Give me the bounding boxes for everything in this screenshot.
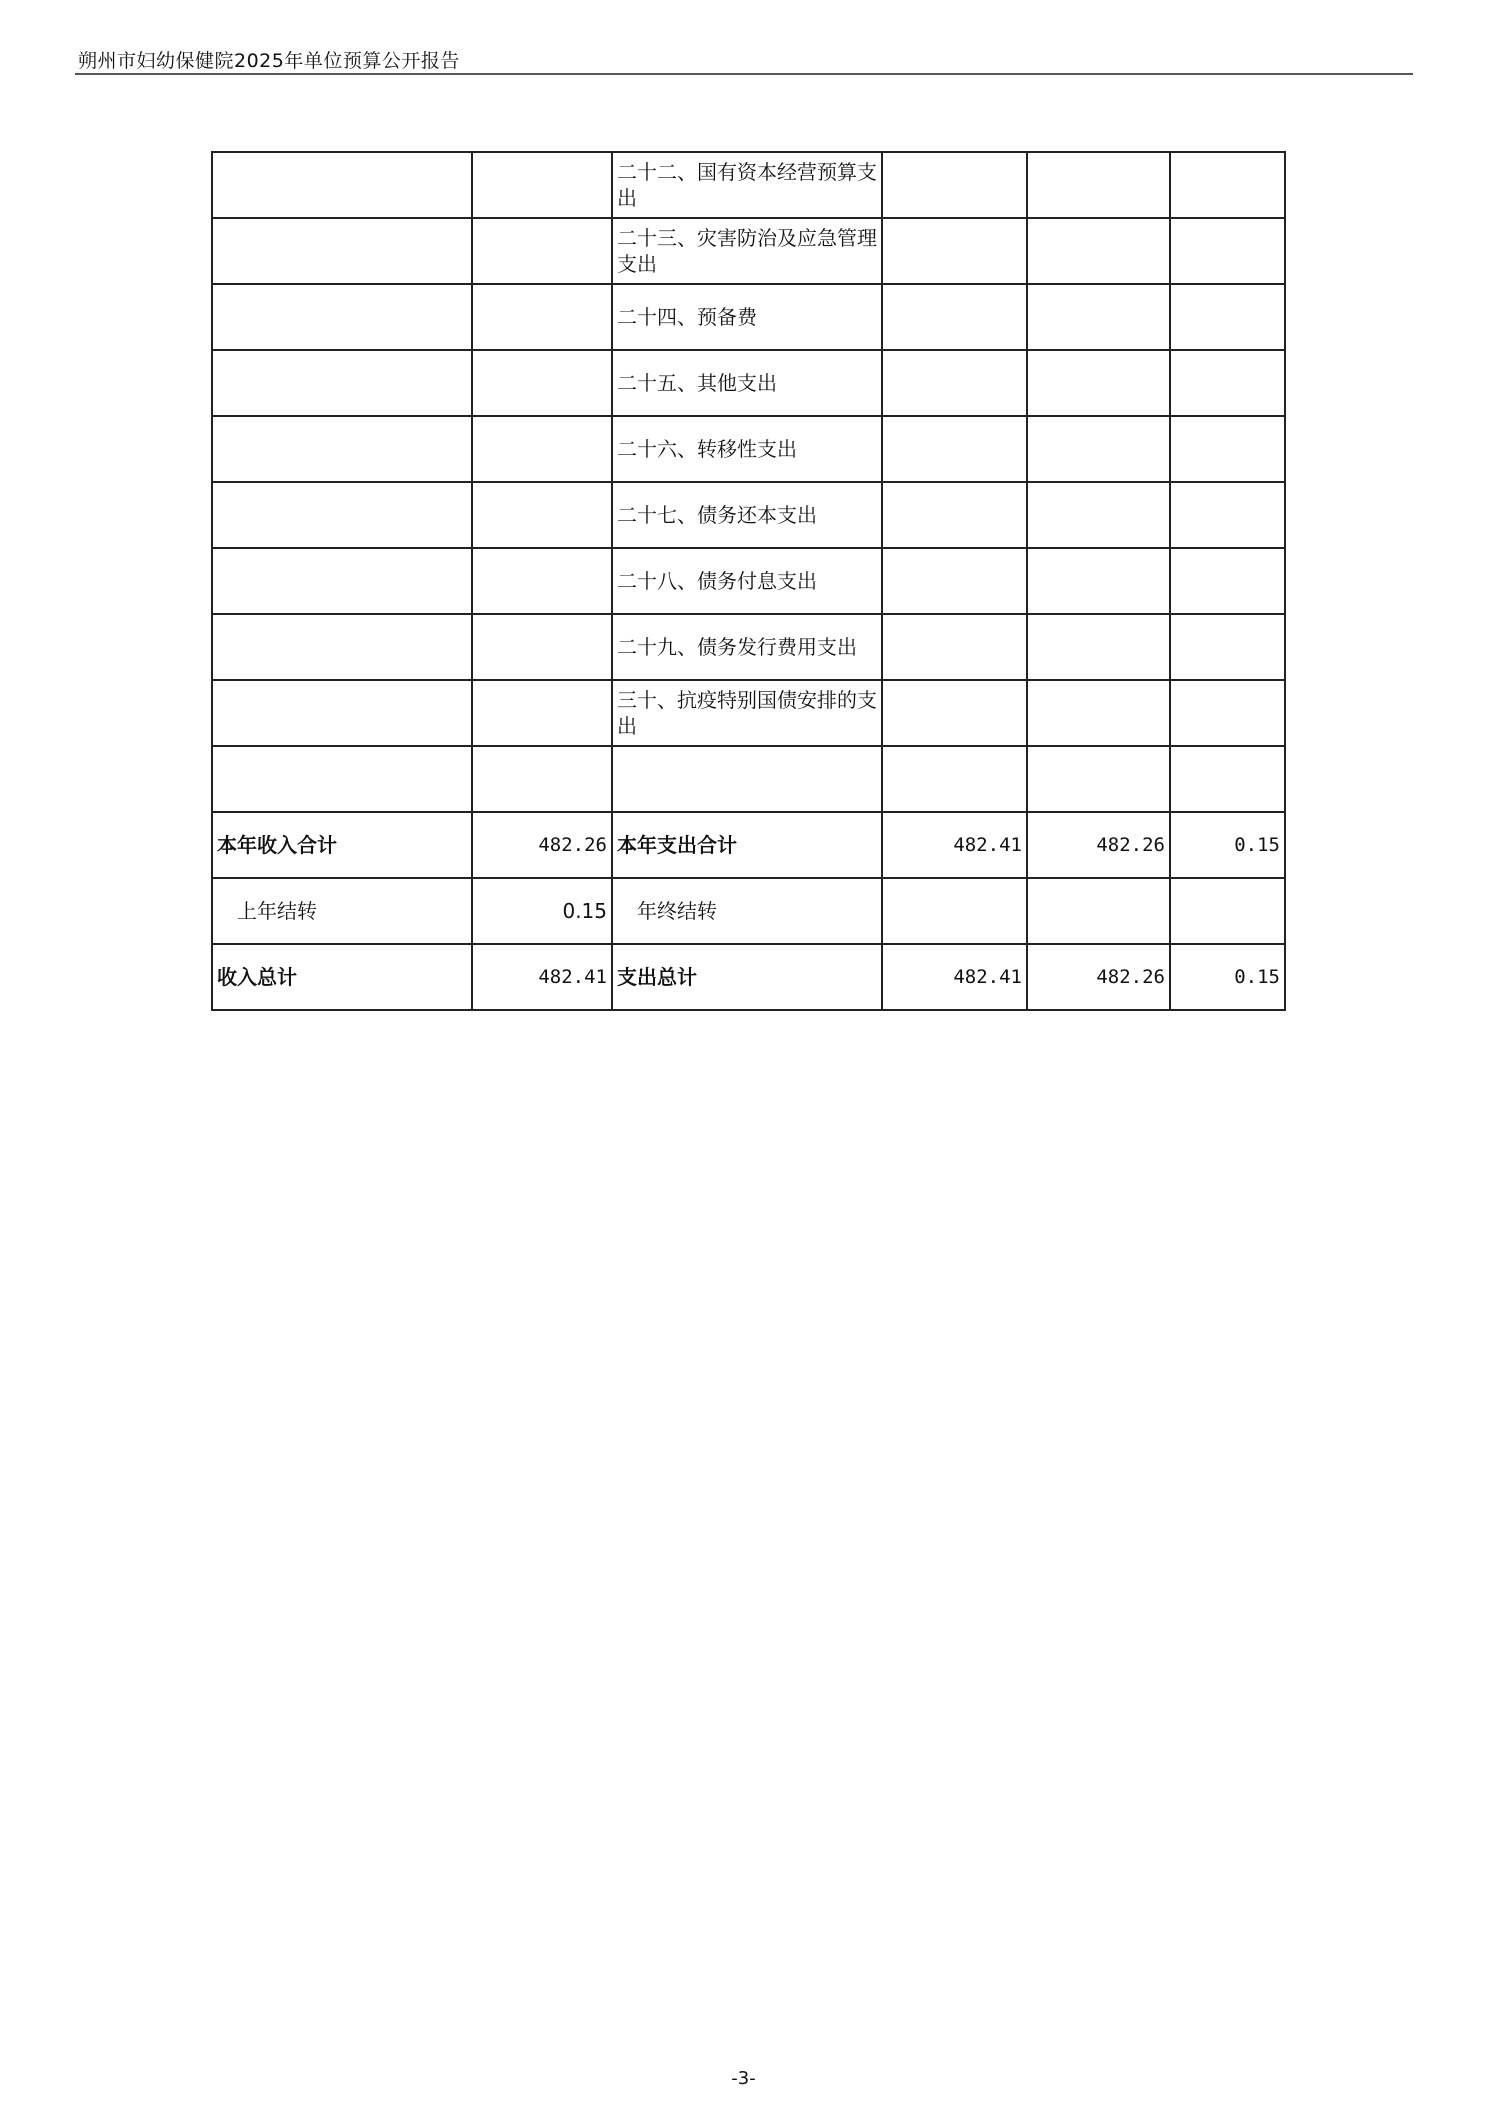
expense-basic-cell [1027,284,1170,350]
page-number: -3- [731,2068,756,2089]
grand-total-income-amount: 482.41 [472,944,612,1010]
expense-project-cell [1170,284,1285,350]
table-row [212,680,1285,746]
income-amount-cell [472,746,612,812]
grand-total-expense-project: 0.15 [1170,944,1285,1010]
expense-total-cell [882,416,1027,482]
carryover-expense-label: 年终结转 [612,878,882,944]
expense-basic-cell [1027,746,1170,812]
carryover-expense-project [1170,878,1285,944]
current-year-expense-total: 482.41 [882,812,1027,878]
table-row [212,548,1285,614]
current-year-income-label: 本年收入合计 [212,812,472,878]
expense-item-cell: 二十七、债务还本支出 [612,482,882,548]
income-item-cell [212,746,472,812]
carryover-expense-basic [1027,878,1170,944]
expense-basic-cell [1027,548,1170,614]
expense-total-cell [882,284,1027,350]
current-year-expense-basic: 482.26 [1027,812,1170,878]
expense-total-cell [882,350,1027,416]
expense-item-cell [612,746,882,812]
carryover-income-amount: 0.15 [472,878,612,944]
expense-item-cell: 二十八、债务付息支出 [612,548,882,614]
income-amount-cell [472,152,612,218]
carryover-income-label: 上年结转 [212,878,472,944]
expense-item-cell: 二十二、国有资本经营预算支出 [612,152,882,218]
grand-total-expense-basic: 482.26 [1027,944,1170,1010]
expense-item-cell: 二十四、预备费 [612,284,882,350]
income-item-cell [212,284,472,350]
income-amount-cell [472,284,612,350]
grand-total-expense-total: 482.41 [882,944,1027,1010]
expense-project-cell [1170,680,1285,746]
table-row [212,614,1285,680]
grand-total-row [212,944,1285,1010]
expense-project-cell [1170,482,1285,548]
income-amount-cell [472,548,612,614]
table-row [212,350,1285,416]
income-amount-cell [472,350,612,416]
expense-total-cell [882,680,1027,746]
expense-project-cell [1170,548,1285,614]
expense-basic-cell [1027,614,1170,680]
expense-item-cell: 二十五、其他支出 [612,350,882,416]
carryover-row [212,878,1285,944]
table-row [212,746,1285,812]
expense-total-cell [882,614,1027,680]
expense-project-cell [1170,614,1285,680]
expense-total-cell [882,746,1027,812]
expense-project-cell [1170,416,1285,482]
current-year-total-row [212,812,1285,878]
budget-summary-table [211,151,1286,1011]
income-amount-cell [472,416,612,482]
income-amount-cell [472,218,612,284]
income-item-cell [212,350,472,416]
expense-total-cell [882,152,1027,218]
expense-total-cell [882,548,1027,614]
expense-item-cell: 三十、抗疫特别国债安排的支出 [612,680,882,746]
expense-project-cell [1170,746,1285,812]
expense-basic-cell [1027,152,1170,218]
expense-total-cell [882,482,1027,548]
expense-basic-cell [1027,416,1170,482]
grand-total-income-label: 收入总计 [212,944,472,1010]
income-amount-cell [472,614,612,680]
current-year-income-amount: 482.26 [472,812,612,878]
expense-total-cell [882,218,1027,284]
expense-item-cell: 二十三、灾害防治及应急管理支出 [612,218,882,284]
expense-project-cell [1170,152,1285,218]
income-item-cell [212,614,472,680]
expense-project-cell [1170,350,1285,416]
income-item-cell [212,548,472,614]
report-header-title: 朔州市妇幼保健院2025年单位预算公开报告 [78,50,460,72]
carryover-expense-total [882,878,1027,944]
expense-basic-cell [1027,350,1170,416]
expense-item-cell: 二十六、转移性支出 [612,416,882,482]
grand-total-expense-label: 支出总计 [612,944,882,1010]
table-row [212,416,1285,482]
income-item-cell [212,482,472,548]
income-amount-cell [472,680,612,746]
expense-basic-cell [1027,680,1170,746]
expense-basic-cell [1027,482,1170,548]
income-item-cell [212,416,472,482]
income-item-cell [212,152,472,218]
expense-item-cell: 二十九、债务发行费用支出 [612,614,882,680]
expense-basic-cell [1027,218,1170,284]
income-item-cell [212,680,472,746]
expense-project-cell [1170,218,1285,284]
income-item-cell [212,218,472,284]
table-row [212,284,1285,350]
table-row [212,152,1285,218]
income-amount-cell [472,482,612,548]
table-row [212,482,1285,548]
table-row [212,218,1285,284]
current-year-expense-label: 本年支出合计 [612,812,882,878]
header-divider [75,73,1413,75]
current-year-expense-project: 0.15 [1170,812,1285,878]
